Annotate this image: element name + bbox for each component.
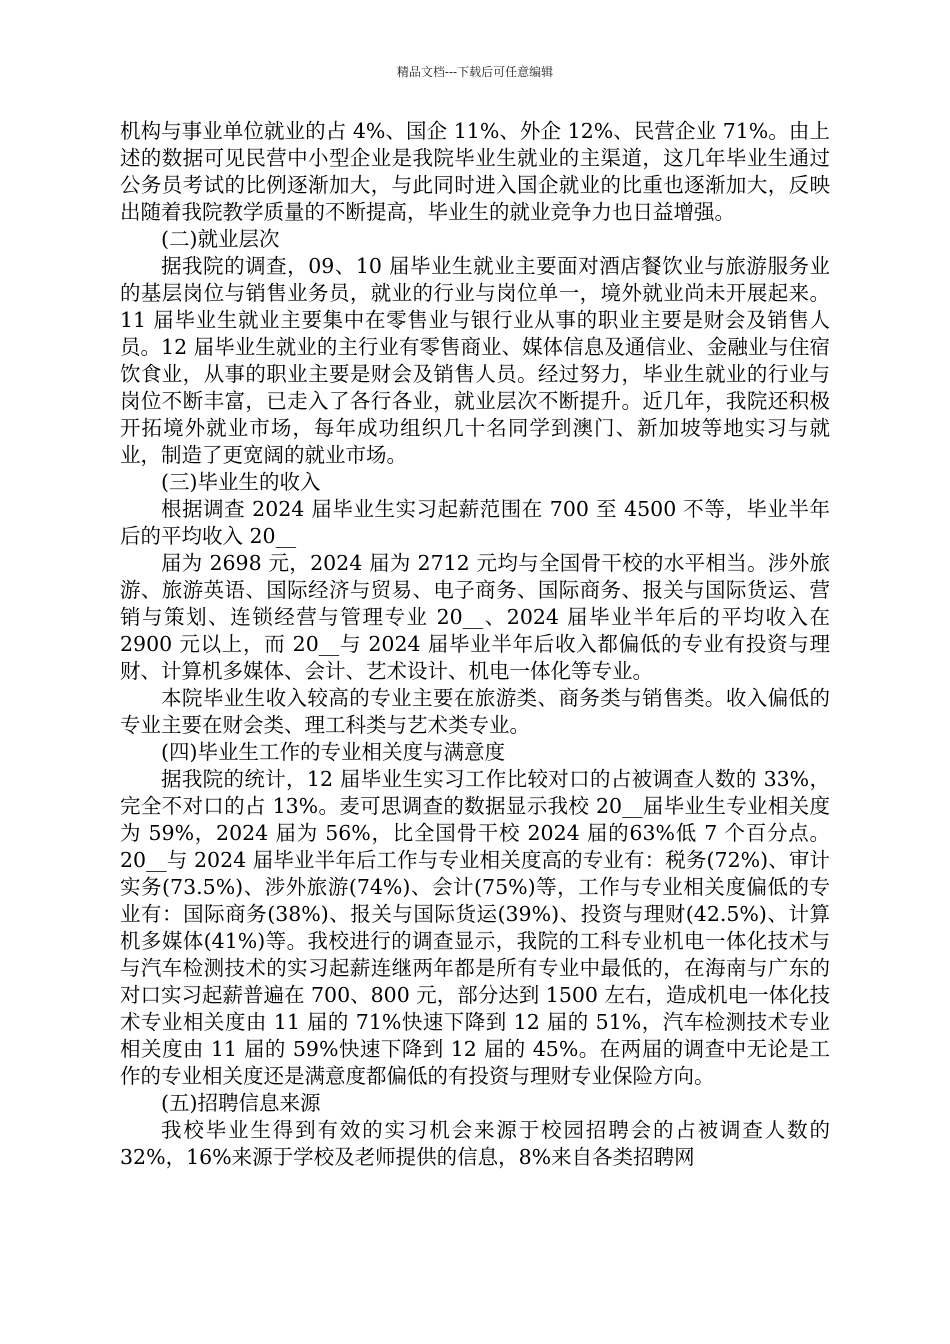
paragraph-recruit-source: 我校毕业生得到有效的实习机会来源于校园招聘会的占被调查人数的 32%，16%来源于学校及老师提供的信息，8%来自各类招聘网 [120, 1118, 830, 1169]
section-heading-income: (三)毕业生的收入 [161, 470, 321, 494]
document-body [120, 118, 830, 1171]
paragraph-employment-level: 据我院的调查，09、10 届毕业生就业主要面对酒店餐饮业与旅游服务业的基层岗位与销售业务员，就业的行业与岗位单一，境外就业尚未开展起来。11 届毕业生就业主要集中在零售业与银行业从事的职业主要是财会及销售人员。12 届毕业生就业的主行业有零售商业、媒体信息及通信业、金融业与住宿饮食业，从事的职业主要是财会及销售人员。经过努力，毕业生就业的行业与岗位不断丰富，已走入了各行各业，就业层次不断提升。近几年，我院还积极开拓境外就业市场，每年成功组织几十名同学到澳门、新加坡等地实习与就业，制造了更宽阔的就业市场。 [120, 254, 830, 467]
paragraph-intro: 机构与事业单位就业的占 4%、国企 11%、外企 12%、民营企业 71%。由上述的数据可见民营中小型企业是我院毕业生就业的主渠道，这几年毕业生通过公务员考试的比例逐渐加大，与此同时进入国企就业的比重也逐渐加大，反映出随着我院教学质量的不断提高，毕业生的就业竞争力也日益增强。 [120, 119, 830, 224]
paragraph-relevance: 据我院的统计，12 届毕业生实习工作比较对口的占被调查人数的 33%，完全不对口的占 13%。麦可思调查的数据显示我校 20__届毕业生专业相关度为 59%，2024 届为 56%，比全国骨干校 2024 届的63%低 7 个百分点。20__与 2024 届毕业半年后工作与专业相关度高的专业有：税务(72%)、审计实务(73.5%)、涉外旅游(74%)、会计(75%)等，工作与专业相关度偏低的专业有：国际商务(38%)、报关与国际货运(39%)、投资与理财(42.5%)、计算机多媒体(41%)等。我校进行的调查显示，我院的工科专业机电一体化技术与与汽车检测技术的实习起薪连继两年都是所有专业中最低的，在海南与广东的对口实习起薪普遍在 700、800 元，部分达到 1500 左右，造成机电一体化技术专业相关度由 11 届的 71%快速下降到 12 届的 51%，汽车检测技术专业相关度由 11 届的 59%快速下降到 12 届的 45%。在两届的调查中无论是工作的专业相关度还是满意度都偏低的有投资与理财专业保险方向。 [120, 767, 830, 1088]
section-heading-recruit-source: (五)招聘信息来源 [161, 1091, 321, 1115]
page-header: 精品文档---下载后可任意编辑 [396, 65, 554, 79]
paragraph-income-2: 届为 2698 元，2024 届为 2712 元均与全国骨干校的水平相当。涉外旅游、旅游英语、国际经济与贸易、电子商务、国际商务、报关与国际货运、营销与策划、连锁经营与管理专业 20__、2024 届毕业半年后的平均收入在 2900 元以上，而 20__与 2024 届毕业半年后收入都偏低的专业有投资与理财、计算机多媒体、会计、艺术设计、机电一体化等专业。 [120, 551, 830, 683]
section-heading-employment-level: (二)就业层次 [161, 227, 280, 251]
paragraph-income-3: 本院毕业生收入较高的专业主要在旅游类、商务类与销售类。收入偏低的专业主要在财会类、理工科类与艺术类专业。 [120, 686, 830, 737]
section-heading-relevance: (四)毕业生工作的专业相关度与满意度 [161, 740, 505, 764]
paragraph-income-1: 根据调查 2024 届毕业生实习起薪范围在 700 至 4500 不等，毕业半年后的平均收入 20__ [120, 497, 830, 548]
